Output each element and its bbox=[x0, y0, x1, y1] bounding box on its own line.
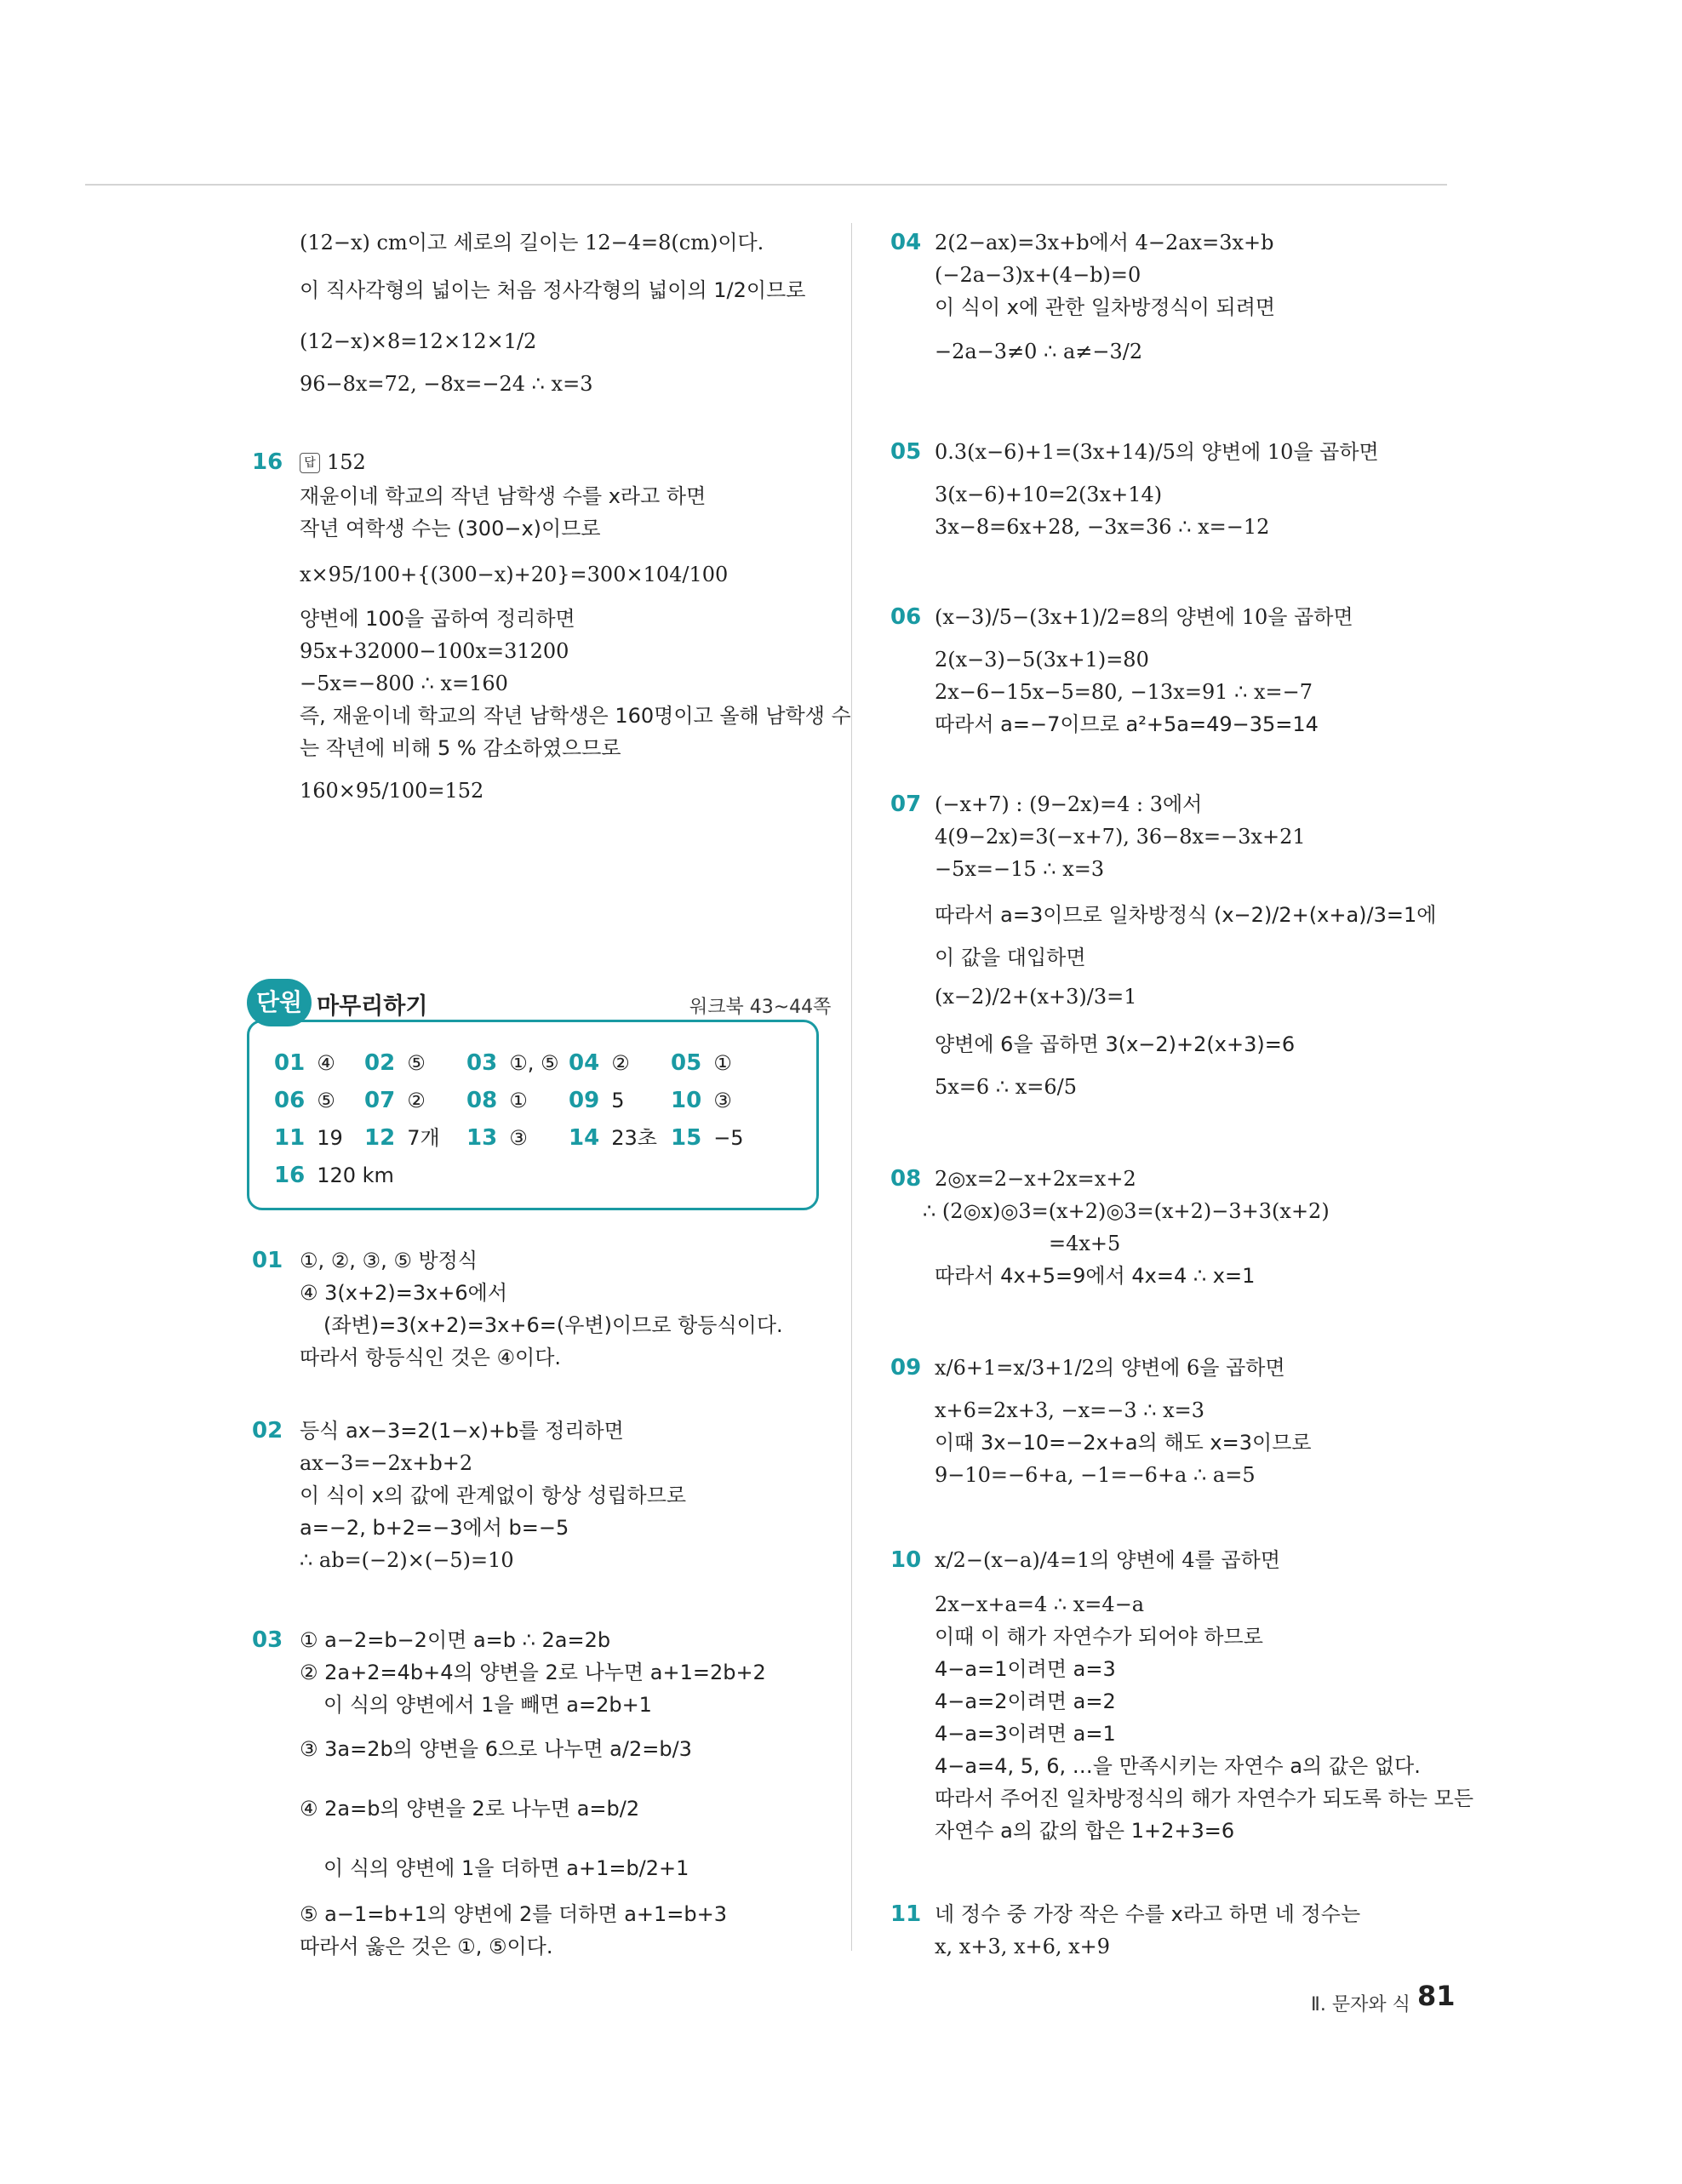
text-line: 양변에 100을 곱하여 정리하면 bbox=[300, 607, 575, 631]
answer-key-value: ④ bbox=[317, 1051, 335, 1075]
text-line: 이때 3x−10=−2x+a의 해도 x=3이므로 bbox=[935, 1431, 1312, 1455]
question-number: 10 bbox=[890, 1547, 922, 1573]
answer-key-number: 13 bbox=[466, 1125, 498, 1151]
text-line: x/6+1=x/3+1/2의 양변에 6을 곱하면 bbox=[935, 1356, 1285, 1380]
text-line: (−2a−3)x+(4−b)=0 bbox=[935, 263, 1141, 287]
answer-key-item bbox=[274, 1050, 335, 1076]
text-line: 이 식의 양변에서 1을 빼면 a=2b+1 bbox=[323, 1693, 652, 1717]
answer-key-number: 05 bbox=[671, 1050, 702, 1076]
answer-key-number: 03 bbox=[466, 1050, 498, 1076]
page-number: 81 bbox=[1417, 1980, 1456, 2012]
answer-key-item bbox=[569, 1050, 630, 1076]
text-line: 등식 ax−3=2(1−x)+b를 정리하면 bbox=[300, 1419, 624, 1443]
answer-key-number: 10 bbox=[671, 1088, 702, 1113]
answer-key-value: ① bbox=[509, 1089, 528, 1112]
answer-icon: 답 bbox=[300, 453, 320, 473]
text-line: 이 값을 대입하면 bbox=[935, 946, 1086, 969]
answer-key-number: 11 bbox=[274, 1125, 306, 1151]
answer-key-item bbox=[364, 1050, 426, 1076]
question-number: 01 bbox=[252, 1248, 283, 1273]
question-number: 08 bbox=[890, 1166, 922, 1192]
answer-key-number: 09 bbox=[569, 1088, 600, 1113]
question-number: 09 bbox=[890, 1355, 922, 1381]
answer-key-number: 02 bbox=[364, 1050, 396, 1076]
answer-key-value: −5 bbox=[713, 1126, 744, 1150]
answer-key-value: ③ bbox=[713, 1089, 732, 1112]
question-number: 06 bbox=[890, 604, 922, 630]
text-line: 이때 이 해가 자연수가 되어야 하므로 bbox=[935, 1625, 1263, 1649]
answer-key-number: 04 bbox=[569, 1050, 600, 1076]
answer-key-number: 08 bbox=[466, 1088, 498, 1113]
text-line: ③ 3a=2b의 양변을 6으로 나누면 a/2=b/3 bbox=[300, 1737, 692, 1761]
answer-key-number: 15 bbox=[671, 1125, 702, 1151]
answer-key-item bbox=[466, 1088, 528, 1113]
text-line: 2x−x+a=4 ∴ x=4−a bbox=[935, 1592, 1145, 1616]
question-number: 05 bbox=[890, 439, 922, 465]
text-line: ax−3=−2x+b+2 bbox=[300, 1451, 473, 1475]
text-line: 3(x−6)+10=2(3x+14) bbox=[935, 483, 1163, 506]
answer-key-value: ② bbox=[611, 1051, 630, 1075]
answer-key-item bbox=[671, 1050, 732, 1076]
text-line: ⑤ a−1=b+1의 양변에 2를 더하면 a+1=b+3 bbox=[300, 1902, 728, 1926]
text-line: 4−a=2이려면 a=2 bbox=[935, 1689, 1116, 1713]
workbook-ref: 워크북 43~44쪽 bbox=[689, 997, 832, 1018]
text-line: 4−a=1이려면 a=3 bbox=[935, 1657, 1116, 1681]
text-line: 따라서 주어진 일차방정식의 해가 자연수가 되도록 하는 모든 bbox=[935, 1787, 1474, 1810]
answer-key-value: 23초 bbox=[611, 1126, 657, 1150]
text-line: 이 식이 x에 관한 일차방정식이 되려면 bbox=[935, 295, 1276, 319]
text-line: 따라서 4x+5=9에서 4x=4 ∴ x=1 bbox=[935, 1264, 1256, 1288]
question-number: 02 bbox=[252, 1418, 283, 1444]
text-line: 이 식이 x의 값에 관계없이 항상 성립하므로 bbox=[300, 1484, 687, 1507]
text-line: x+6=2x+3, −x=−3 ∴ x=3 bbox=[935, 1398, 1205, 1422]
top-rule bbox=[85, 184, 1447, 186]
text-line: 4(9−2x)=3(−x+7), 36−8x=−3x+21 bbox=[935, 825, 1306, 849]
answer-key-item bbox=[671, 1125, 744, 1151]
answer-key-item bbox=[569, 1088, 624, 1113]
answer-key-item bbox=[274, 1125, 343, 1151]
text-line: (12−x)×8=12×12×1/2 bbox=[300, 329, 537, 353]
text-line: ∴ (2◎x)◎3=(x+2)◎3=(x+2)−3+3(x+2) bbox=[923, 1199, 1330, 1223]
text-line: 작년 여학생 수는 (300−x)이므로 bbox=[300, 517, 601, 540]
text-line: 3x−8=6x+28, −3x=36 ∴ x=−12 bbox=[935, 515, 1270, 539]
answer-key-value: 5 bbox=[611, 1089, 625, 1112]
text-line: 0.3(x−6)+1=(3x+14)/5의 양변에 10을 곱하면 bbox=[935, 440, 1379, 464]
column-divider bbox=[851, 223, 852, 1951]
text-line: 2(2−ax)=3x+b에서 4−2ax=3x+b bbox=[935, 231, 1274, 254]
question-number: 07 bbox=[890, 792, 922, 817]
text-line: x, x+3, x+6, x+9 bbox=[935, 1935, 1111, 1958]
answer-key-value: ① bbox=[713, 1051, 732, 1075]
question-number: 11 bbox=[890, 1901, 922, 1927]
answer-key-item bbox=[671, 1088, 732, 1113]
answer-key-item bbox=[466, 1125, 528, 1151]
section-title: 마무리하기 bbox=[317, 993, 428, 1020]
text-line: (−x+7) : (9−2x)=4 : 3에서 bbox=[935, 792, 1203, 816]
text-line: 이 직사각형의 넓이는 처음 정사각형의 넓이의 1/2이므로 bbox=[300, 278, 806, 302]
text-line: 재윤이네 학교의 작년 남학생 수를 x라고 하면 bbox=[300, 484, 707, 508]
answer-key-item bbox=[364, 1125, 440, 1151]
text-line: (x−2)/2+(x+3)/3=1 bbox=[935, 985, 1137, 1009]
answer-key-item bbox=[466, 1050, 558, 1076]
text-line: −5x=−15 ∴ x=3 bbox=[935, 857, 1105, 881]
text-line: 96−8x=72, −8x=−24 ∴ x=3 bbox=[300, 372, 593, 396]
answer-line: 답 152 bbox=[300, 449, 366, 475]
text-line: −5x=−800 ∴ x=160 bbox=[300, 672, 508, 695]
text-line: 9−10=−6+a, −1=−6+a ∴ a=5 bbox=[935, 1463, 1256, 1487]
text-line: 따라서 a=3이므로 일차방정식 (x−2)/2+(x+a)/3=1에 bbox=[935, 903, 1437, 927]
chapter-label: Ⅱ. 문자와 식 bbox=[1311, 1994, 1410, 2015]
text-line: ∴ ab=(−2)×(−5)=10 bbox=[300, 1548, 514, 1572]
answer-key-value: ⑤ bbox=[407, 1051, 426, 1075]
answer-key-number: 12 bbox=[364, 1125, 396, 1151]
section-badge: 단원 bbox=[247, 979, 312, 1026]
answer-key-number: 16 bbox=[274, 1163, 306, 1188]
text-line: 5x=6 ∴ x=6/5 bbox=[935, 1075, 1077, 1099]
text-line: (x−3)/5−(3x+1)/2=8의 양변에 10을 곱하면 bbox=[935, 605, 1353, 629]
answer-key-value: ①, ⑤ bbox=[509, 1051, 559, 1075]
answer-key-item bbox=[569, 1125, 657, 1151]
text-line: ④ 3(x+2)=3x+6에서 bbox=[300, 1281, 508, 1305]
text-line: 4−a=3이려면 a=1 bbox=[935, 1722, 1116, 1746]
text-line: ④ 2a=b의 양변을 2로 나누면 a=b/2 bbox=[300, 1797, 640, 1821]
answer-key-value: ⑤ bbox=[317, 1089, 335, 1112]
text-line: 2x−6−15x−5=80, −13x=91 ∴ x=−7 bbox=[935, 680, 1313, 704]
text-line: 는 작년에 비해 5 % 감소하였으므로 bbox=[300, 736, 621, 760]
text-line: 95x+32000−100x=31200 bbox=[300, 639, 569, 663]
answer-key-number: 14 bbox=[569, 1125, 600, 1151]
text-line: 양변에 6을 곱하면 3(x−2)+2(x+3)=6 bbox=[935, 1032, 1296, 1056]
text-line: 2(x−3)−5(3x+1)=80 bbox=[935, 648, 1149, 672]
answer-key-value: 7개 bbox=[407, 1126, 440, 1150]
answer-key-item bbox=[364, 1088, 426, 1113]
text-line: ①, ②, ③, ⑤ 방정식 bbox=[300, 1249, 478, 1272]
answer-key-value: 120 km bbox=[317, 1163, 394, 1187]
answer-key-item bbox=[274, 1163, 394, 1188]
text-line: (12−x) cm이고 세로의 길이는 12−4=8(cm)이다. bbox=[300, 231, 764, 254]
text-line: x/2−(x−a)/4=1의 양변에 4를 곱하면 bbox=[935, 1548, 1281, 1572]
question-number: 04 bbox=[890, 230, 922, 255]
text-line: a=−2, b+2=−3에서 b=−5 bbox=[300, 1516, 569, 1540]
answer-key-value: ③ bbox=[509, 1126, 528, 1150]
text-line: 4−a=4, 5, 6, …을 만족시키는 자연수 a의 값은 없다. bbox=[935, 1754, 1421, 1778]
text-line: 따라서 옳은 것은 ①, ⑤이다. bbox=[300, 1935, 553, 1958]
text-line: 160×95/100=152 bbox=[300, 779, 484, 803]
text-line: x×95/100+{(300−x)+20}=300×104/100 bbox=[300, 563, 729, 586]
answer-key-number: 07 bbox=[364, 1088, 396, 1113]
answer-key-item bbox=[274, 1088, 335, 1113]
text-line: (좌변)=3(x+2)=3x+6=(우변)이므로 항등식이다. bbox=[323, 1313, 783, 1337]
answer-key-number: 01 bbox=[274, 1050, 306, 1076]
text-line: 따라서 a=−7이므로 a²+5a=49−35=14 bbox=[935, 712, 1319, 736]
text-line: 즉, 재윤이네 학교의 작년 남학생은 160명이고 올해 남학생 수 bbox=[300, 704, 851, 728]
answer-key-number: 06 bbox=[274, 1088, 306, 1113]
answer-key-value: ② bbox=[407, 1089, 426, 1112]
text-line: 자연수 a의 값의 합은 1+2+3=6 bbox=[935, 1819, 1235, 1843]
answer-key-value: 19 bbox=[317, 1126, 343, 1150]
text-line: 이 식의 양변에 1을 더하면 a+1=b/2+1 bbox=[323, 1856, 689, 1880]
text-line: 네 정수 중 가장 작은 수를 x라고 하면 네 정수는 bbox=[935, 1902, 1361, 1926]
text-line: =4x+5 bbox=[1049, 1232, 1121, 1255]
text-line: −2a−3≠0 ∴ a≠−3/2 bbox=[935, 340, 1143, 363]
question-number: 16 bbox=[252, 449, 283, 475]
question-number: 03 bbox=[252, 1627, 283, 1653]
text-line: 2◎x=2−x+2x=x+2 bbox=[935, 1167, 1136, 1191]
text-line: ① a−2=b−2이면 a=b ∴ 2a=2b bbox=[300, 1628, 611, 1652]
text-line: ② 2a+2=4b+4의 양변을 2로 나누면 a+1=2b+2 bbox=[300, 1661, 766, 1684]
text-line: 따라서 항등식인 것은 ④이다. bbox=[300, 1346, 562, 1369]
